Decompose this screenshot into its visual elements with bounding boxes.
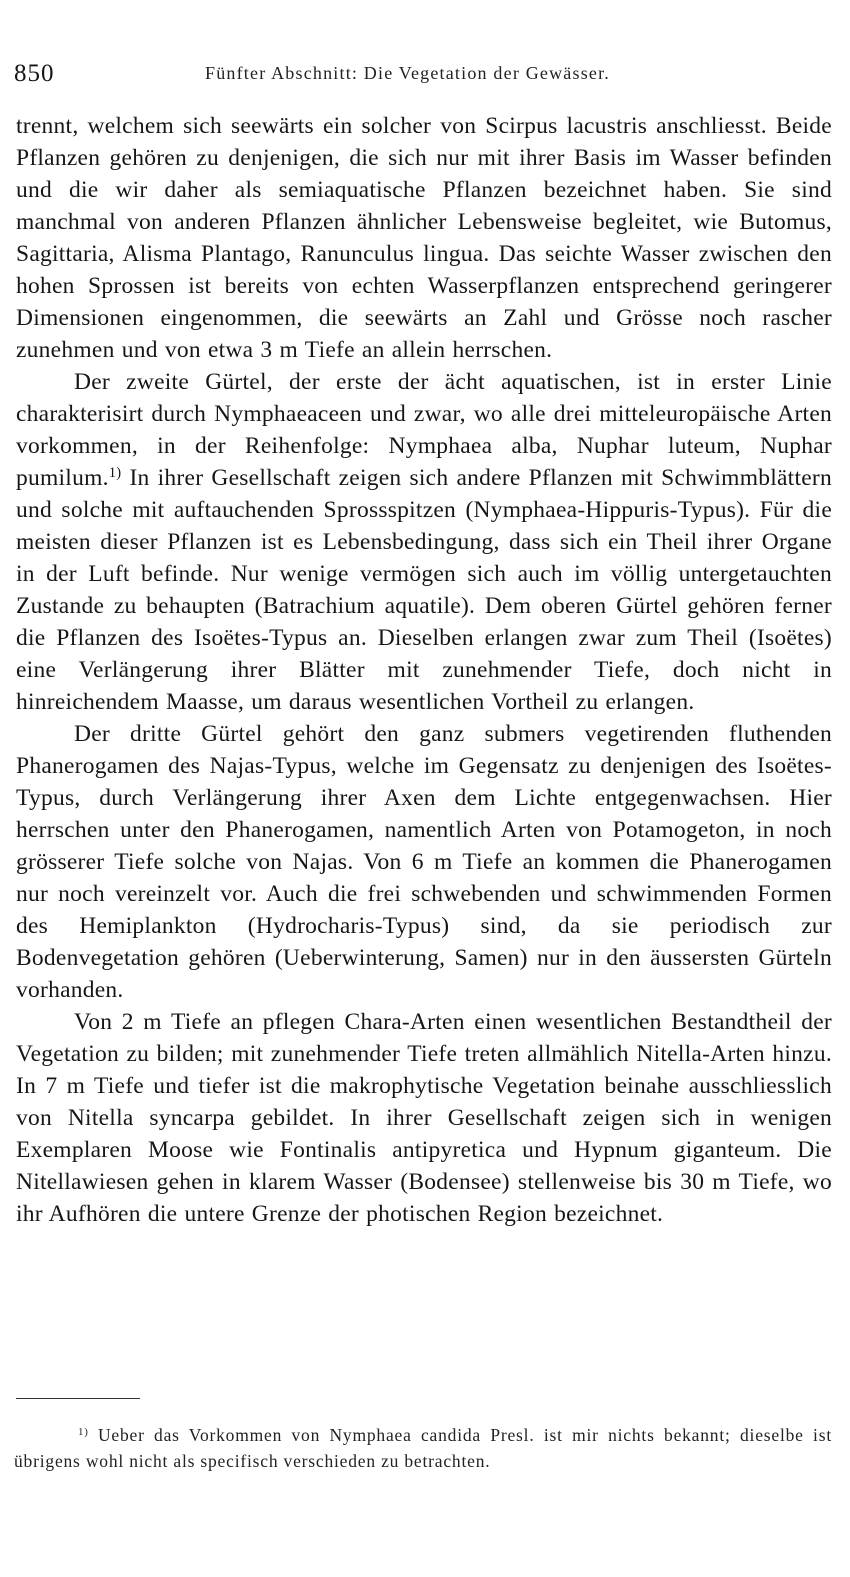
- footnote-reference: 1): [108, 465, 122, 481]
- footnote-mark: 1): [78, 1426, 89, 1439]
- paragraph-2-text-after-note: In ihrer Gesellschaft zeigen sich andere Pflanzen mit Schwimmblättern und solche mit auftauchenden Sprossspitzen (Nymphaea-Hippuris-Typus). Für die meisten dieser Pflanzen ist es Lebensbedingung, dass sich ein Theil ihrer Organe in der Luft befinde. Nur wenige vermögen sich auch im völlig untergetauchten Zustande zu behaupten (Batrachium aquatile). Dem oberen Gürtel gehören ferner die Pflanzen des Isoëtes-Typus an. Dieselben erlangen zwar zum Theil (Isoëtes) eine Verlängerung ihrer Blätter mit zunehmender Tiefe, doch nicht in hinreichendem Maasse, um daraus wesentlichen Vortheil zu erlangen.: [16, 465, 832, 715]
- footnote: [14, 1422, 832, 1474]
- paragraph-2: [16, 366, 832, 718]
- footnote-text: Ueber das Vorkommen von Nymphaea candida Presl. ist mir nichts bekannt; dieselbe ist übrigens wohl nicht als specifisch verschieden zu betrachten.: [14, 1425, 832, 1471]
- footnote-divider: [16, 1398, 140, 1399]
- running-title: Fünfter Abschnitt: Die Vegetation der Gewässer.: [205, 63, 610, 83]
- paragraph-2-text-before-note: Der zweite Gürtel, der erste der ächt aquatischen, ist in erster Linie charakterisirt durch Nymphaeaceen und zwar, wo alle drei mitteleuropäische Arten vorkommen, in der Reihenfolge: Nymphaea alba, Nuphar luteum, Nuphar pumilum.: [16, 369, 832, 491]
- paragraph-4: Von 2 m Tiefe an pflegen Chara-Arten einen wesentlichen Bestandtheil der Vegetation zu bilden; mit zunehmender Tiefe treten allmählich Nitella-Arten hinzu. In 7 m Tiefe und tiefer ist die makrophytische Vegetation beinahe ausschliesslich von Nitella syncarpa gebildet. In ihrer Gesellschaft zeigen sich in wenigen Exemplaren Moose wie Fontinalis antipyretica und Hypnum giganteum. Die Nitellawiesen gehen in klarem Wasser (Bodensee) stellenweise bis 30 m Tiefe, wo ihr Aufhören die untere Grenze der photischen Region bezeichnet.: [16, 1009, 832, 1227]
- page-header: [0, 60, 850, 94]
- body-text: [16, 110, 832, 1230]
- page-number: 850: [14, 60, 55, 87]
- paragraph-1: trennt, welchem sich seewärts ein solcher von Scirpus lacustris anschliesst. Beide Pflanzen gehören zu denjenigen, die sich nur mit ihrer Basis im Wasser befinden und die wir daher als semiaquatische Pflanzen bezeichnet haben. Sie sind manchmal von anderen Pflanzen ähnlicher Lebensweise begleitet, wie Butomus, Sagittaria, Alisma Plantago, Ranunculus lingua. Das seichte Wasser zwischen den hohen Sprossen ist bereits von echten Wasserpflanzen entsprechend geringerer Dimensionen eingenommen, die seewärts an Zahl und Grösse noch rascher zunehmen und von etwa 3 m Tiefe an allein herrschen.: [16, 113, 832, 363]
- paragraph-3: Der dritte Gürtel gehört den ganz submers vegetirenden fluthenden Phanerogamen des Najas-Typus, welche im Gegensatz zu denjenigen des Isoëtes-Typus, durch Verlängerung ihrer Axen dem Lichte entgegenwachsen. Hier herrschen unter den Phanerogamen, namentlich Arten von Potamogeton, in noch grösserer Tiefe solche von Najas. Von 6 m Tiefe an kommen die Phanerogamen nur noch vereinzelt vor. Auch die frei schwebenden und schwimmenden Formen des Hemiplankton (Hydrocharis-Typus) sind, da sie periodisch zur Bodenvegetation gehören (Ueberwinterung, Samen) nur in den äussersten Gürteln vorhanden.: [16, 721, 832, 1003]
